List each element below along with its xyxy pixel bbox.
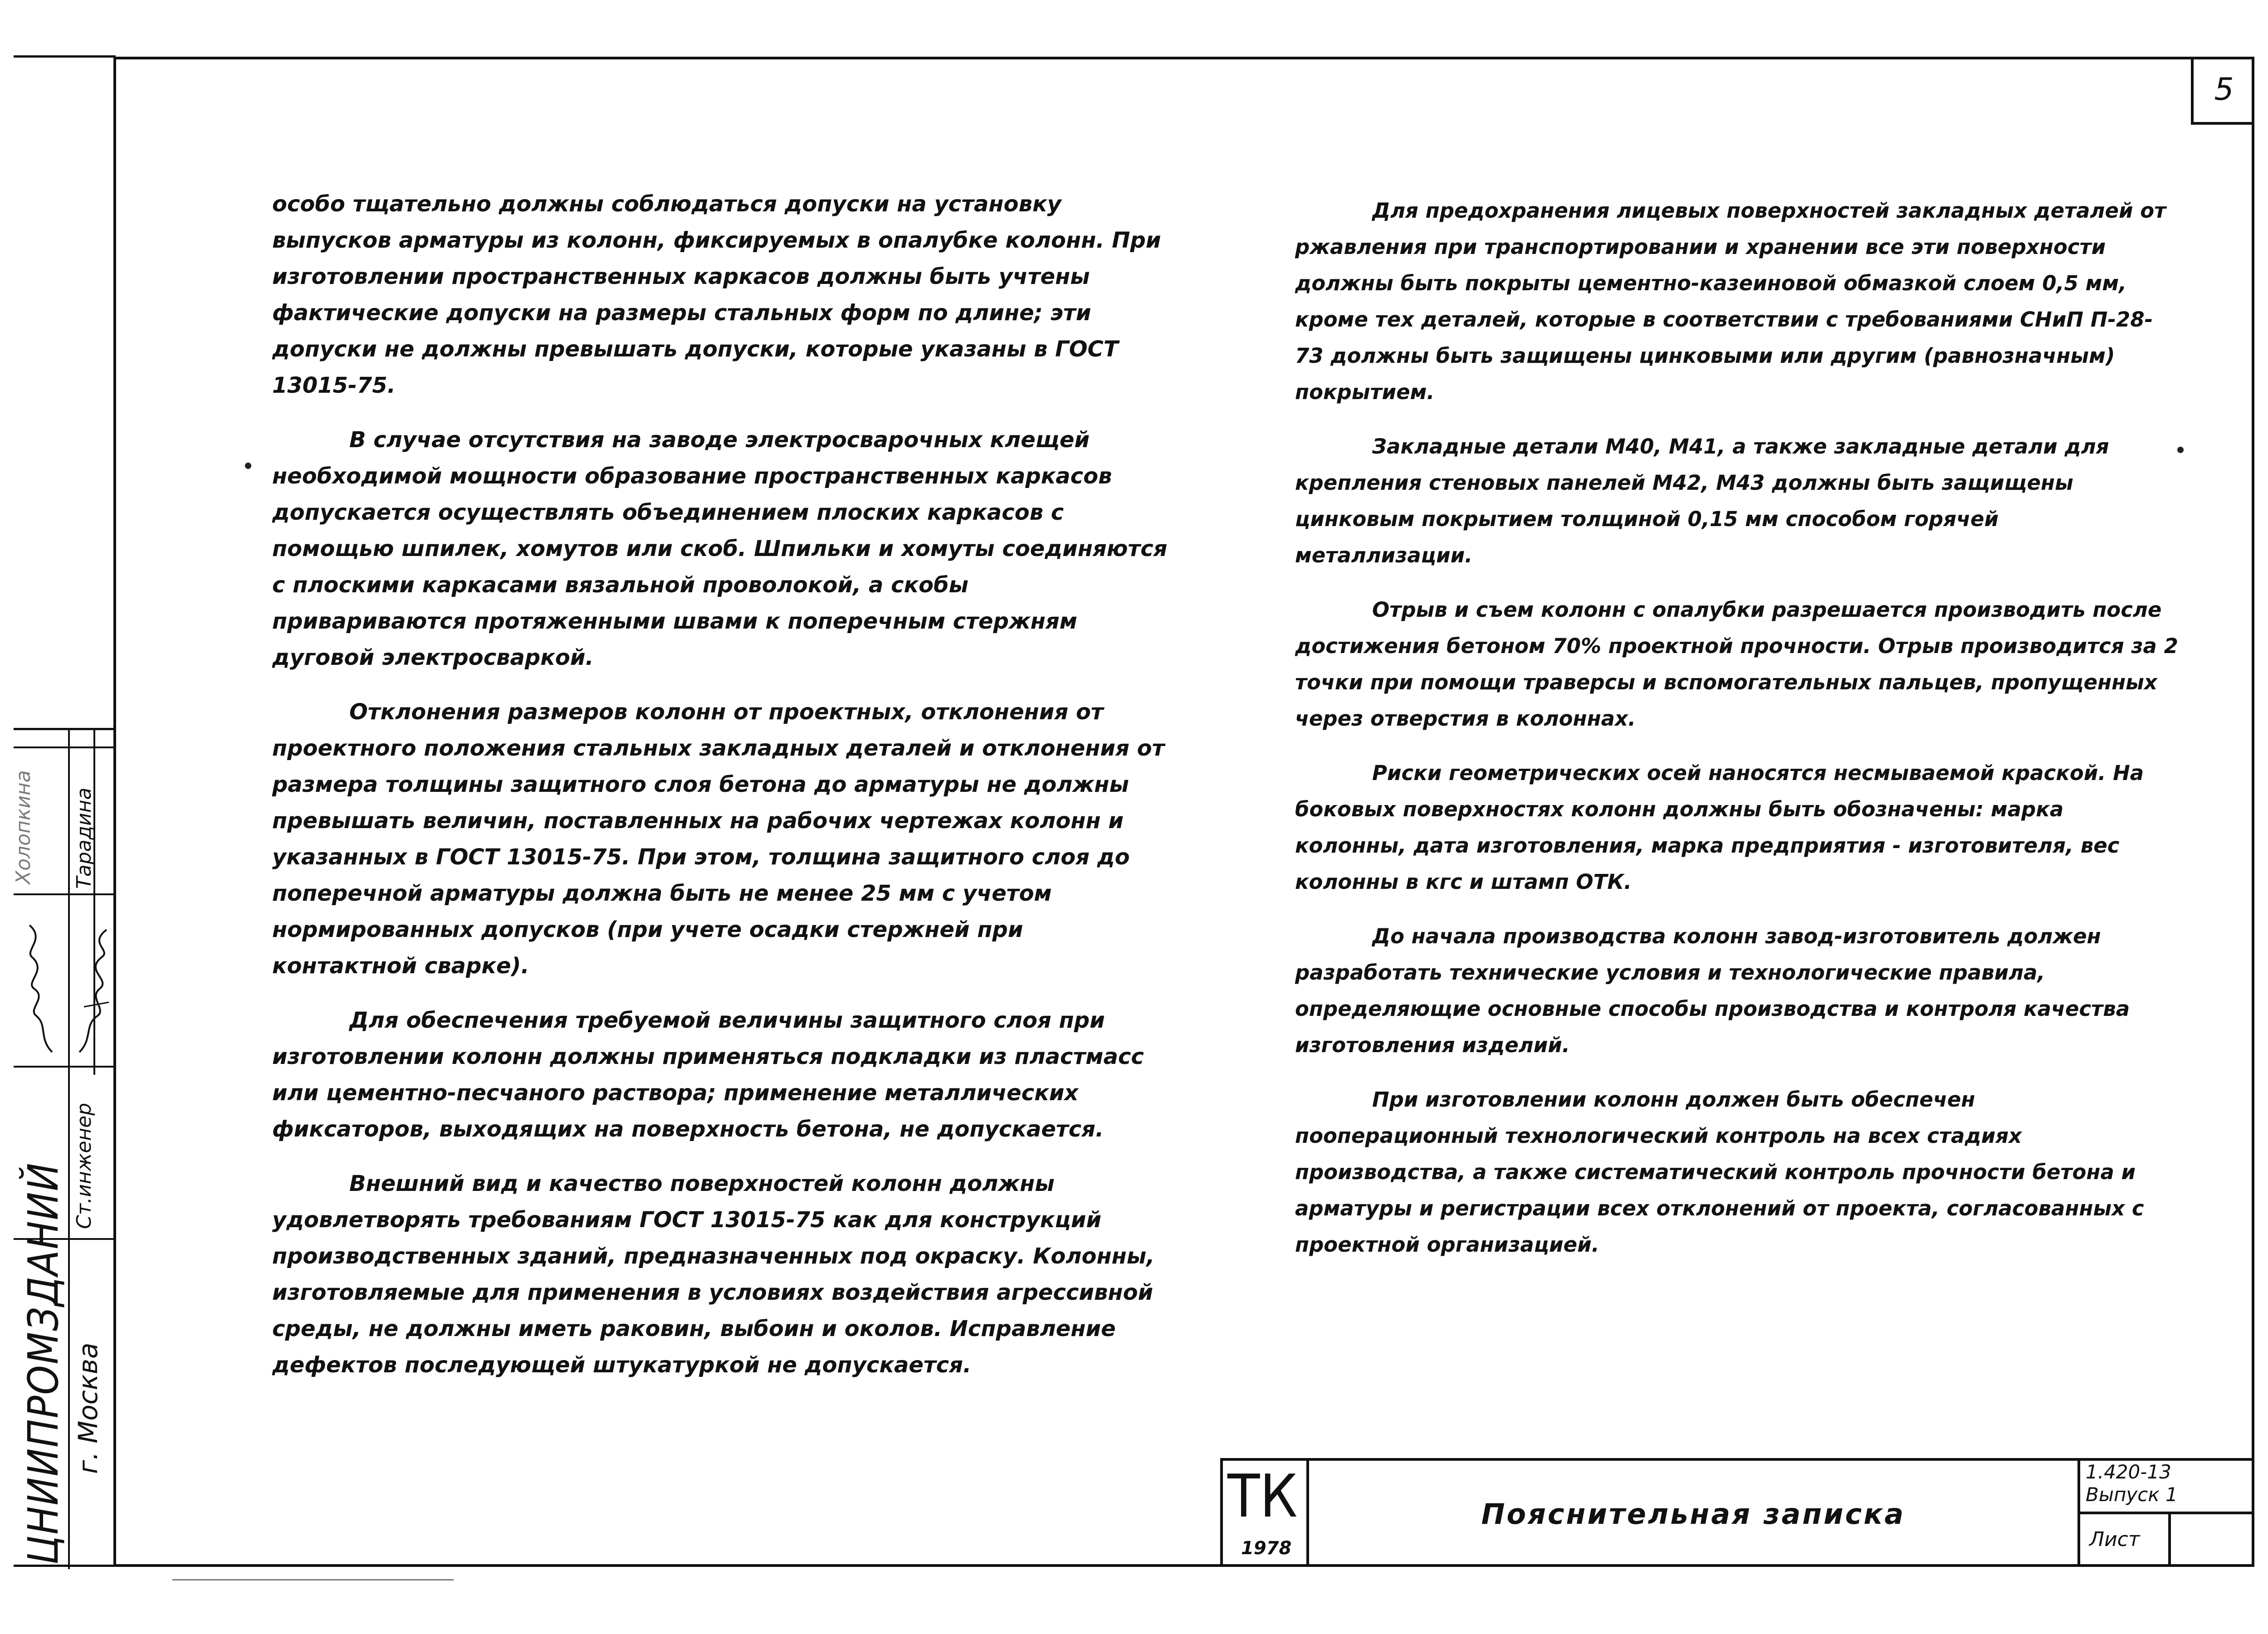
org-city: г. Москва <box>73 1342 103 1474</box>
paragraph: Для предохранения лицевых поверхностей закладных деталей от ржавления при транспортировании и хранении все эти поверхности должны быть покрыты цементно-казеиновой обмазкой слоем 0,5 мм, кроме тех деталей, которые в соответствии с требованиями СНиП П-28-73 должны быть защищены цинковыми или другим (равнозначным) покрытием. <box>1295 199 2166 404</box>
scan-dot <box>2177 447 2184 453</box>
scan-line <box>172 1579 454 1580</box>
stamp-role: Ст.инженер <box>73 1102 96 1229</box>
series-year: 1978 <box>1241 1538 1292 1559</box>
title-block-code-cell <box>1223 1461 1309 1567</box>
paragraph: Внешний вид и качество поверхностей колонн должны удовлетворять требованиям ГОСТ 13015-75 как для конструкций производственных зданий, предназначенных под окраску. Колонны, изготовляемые для применения в условиях воздействия агрессивной среды, не должны иметь раковин, выбоин и околов. Исправление дефектов последующей штукатуркой не допускается. <box>272 1171 1155 1378</box>
stamp-row <box>14 893 116 895</box>
document-title: Пояснительная записка <box>1309 1461 2080 1567</box>
paragraph: Закладные детали М40, М41, а также закладные детали для крепления стеновых панелей М42, М43 должны быть защищены цинковым покрытием толщиной 0,15 мм способом горячей металлизации. <box>1295 434 2109 567</box>
paragraph: Для обеспечения требуемой величины защитного слоя при изготовлении колонн должны применяться подкладки из пластмасс или цементно-песчаного раствора; применение металлических фиксаторов, выходящих на поверхность бетона, не допускается. <box>272 1008 1144 1142</box>
title-block-right-cell <box>2080 1461 2254 1567</box>
stamp-divider <box>68 730 70 1569</box>
sheet-label: Лист <box>2080 1514 2171 1567</box>
series-code: ТК <box>1227 1462 1298 1531</box>
frame-line-top-left <box>14 55 116 58</box>
issue-number: Выпуск 1 <box>2086 1483 2178 1506</box>
scan-dot <box>245 463 251 469</box>
left-text-column <box>272 186 1170 1401</box>
paragraph: Риски геометрических осей наносятся несмываемой краской. На боковых поверхностях колонн должны быть обозначены: марка колонны, дата изготовления, марка предприятия - изготовителя, вес колонны в кгс и штамп ОТК. <box>1295 761 2144 894</box>
stamp-row <box>14 1066 116 1068</box>
right-text-column <box>1295 193 2180 1281</box>
page-number: 5 <box>2191 57 2254 125</box>
document-number-cell <box>2080 1461 2254 1514</box>
document-number: 1.420-13 <box>2086 1461 2171 1483</box>
approval-stamp <box>14 728 116 1567</box>
title-block <box>1220 1458 2254 1567</box>
paragraph: Отклонения размеров колонн от проектных, отклонения от проектного положения стальных закладных деталей и отклонения от размера толщины защитного слоя бетона до арматуры не должны превышать величин, поставленных на рабочих чертежах колонн и указанных в ГОСТ 13015-75. При этом, толщина защитного слоя до поперечной арматуры должна быть не менее 25 мм с учетом нормированных допусков (при учете осадки стержней при контактной сварке). <box>272 699 1165 979</box>
org-name: ЦНИИПРОМЗДАНИЙ <box>19 1162 68 1565</box>
stamp-name: Тарадина <box>73 787 96 889</box>
paragraph: В случае отсутствия на заводе электросварочных клещей необходимой мощности образование пространственных каркасов допускается осуществлять объединением плоских каркасов с помощью шпилек, хомутов или скоб. Шпильки и хомуты соединяются с плоскими каркасами вязальной проволокой, а скобы привариваются протяженными швами к поперечным стержням дуговой электросваркой. <box>272 427 1168 670</box>
paragraph: Отрыв и съем колонн с опалубки разрешается производить после достижения бетоном 70% проектной прочности. Отрыв производится за 2 точки при помощи траверсы и вспомогательных пальцев, пропущенных через отверстия в колоннах. <box>1295 598 2178 731</box>
signature-mark <box>75 925 116 1057</box>
stamp-row <box>14 730 116 748</box>
paragraph: При изготовлении колонн должен быть обеспечен пооперационный технологический контроль на всех стадиях производства, а также систематический контроль прочности бетона и арматуры и регистрации всех отклонений от проекта, согласованных с проектной организацией. <box>1295 1088 2144 1257</box>
signature-mark <box>20 921 61 1057</box>
stamp-name: Холопкина <box>12 770 35 884</box>
paragraph: До начала производства колонн завод-изготовитель должен разработать технические условия и технологические правила, определяющие основные способы производства и контроля качества изготовления изделий. <box>1295 924 2130 1057</box>
paragraph: особо тщательно должны соблюдаться допуски на установку выпусков арматуры из колонн, фиксируемых в опалубке колонн. При изготовлении пространственных каркасов должны быть учтены фактические допуски на размеры стальных форм по длине; эти допуски не должны превышать допуски, которые указаны в ГОСТ 13015-75. <box>272 191 1161 398</box>
